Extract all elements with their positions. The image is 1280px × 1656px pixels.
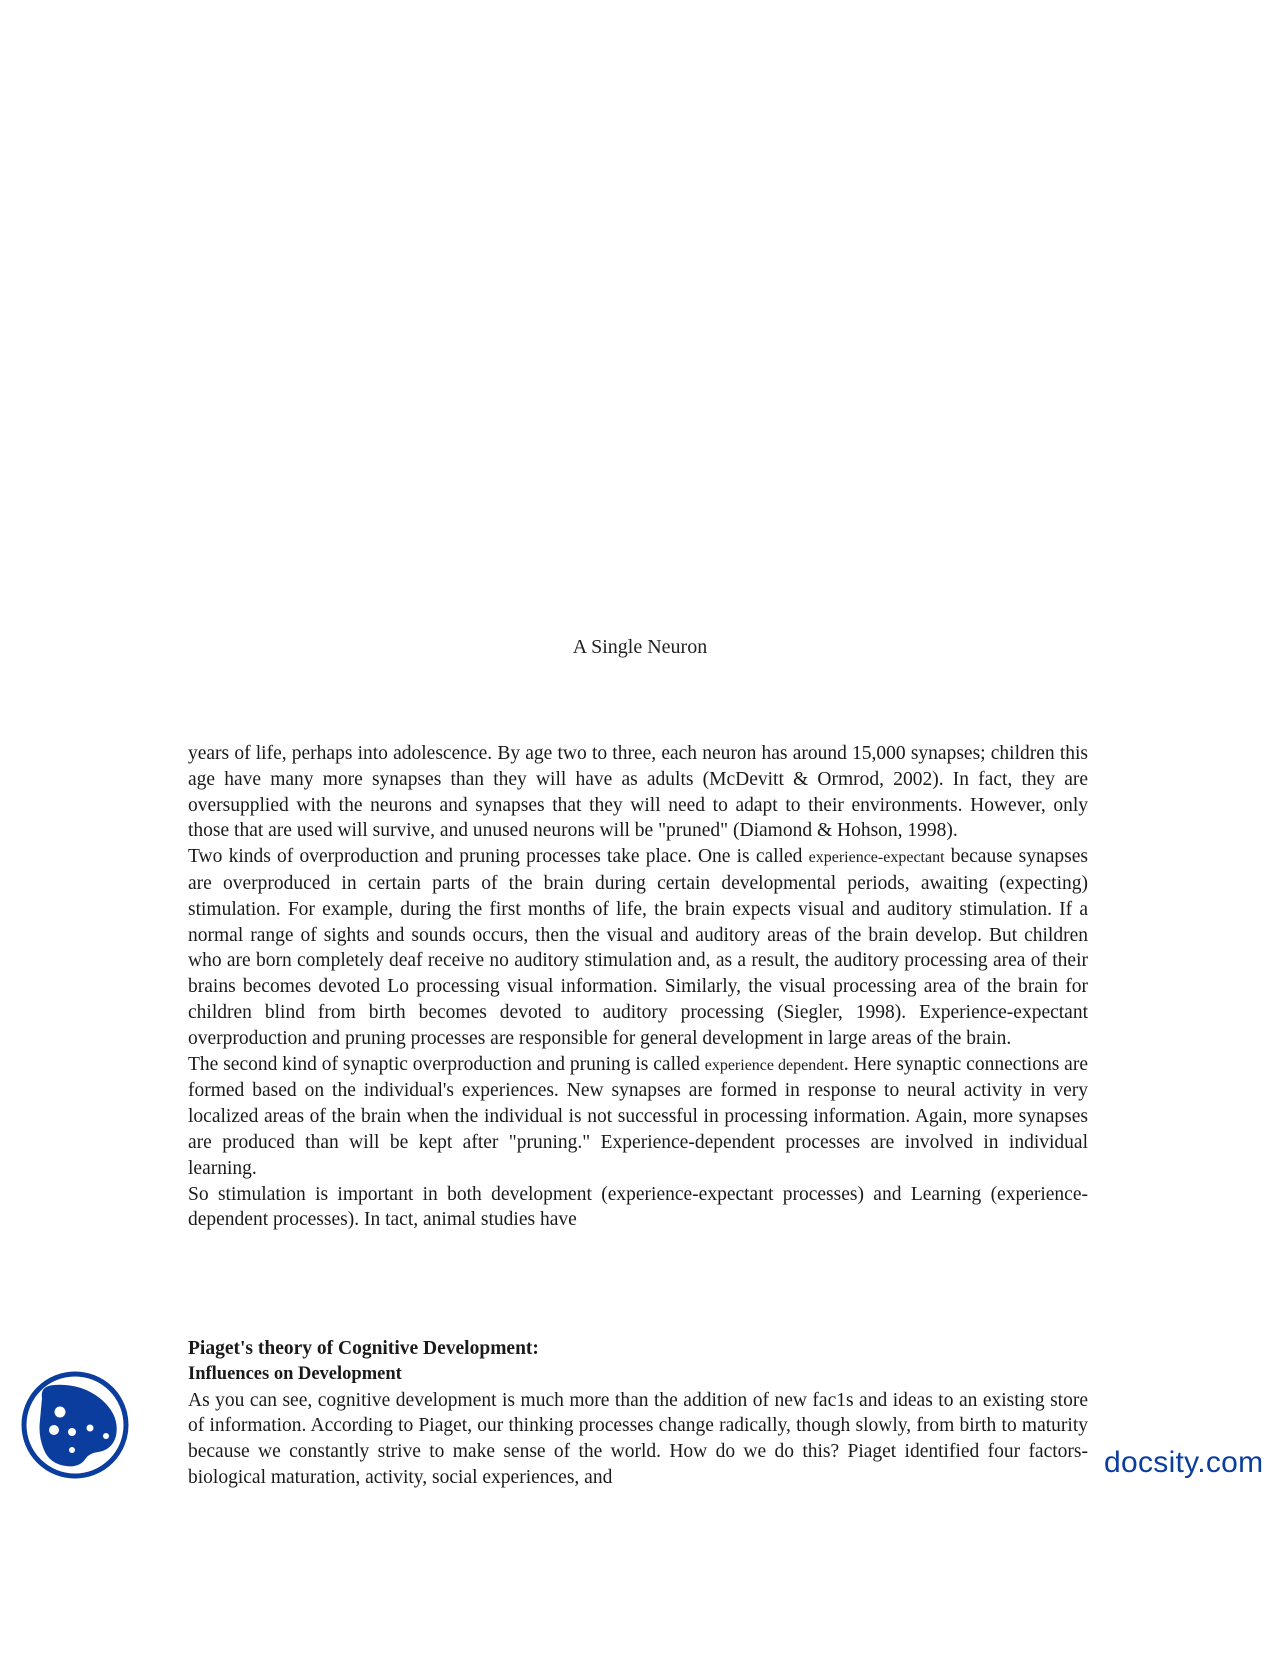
section-heading: Piaget's theory of Cognitive Development: (188, 1338, 539, 1359)
paragraph-3-rest: . Here synaptic connections are formed based on the individual's experiences. New synapses are formed in response to neural activity in very localized areas of the brain when the individual is not successful in processing information. Again, more synapses are produced than will be kept after "pruning." Experience-dependent processes are involved in individual learning. (188, 1053, 1088, 1179)
section-paragraph: As you can see, cognitive development is much more than the addition of new fac1s and ideas to an existing store of information. According to Piaget, our thinking processes change radically, though slowly, from birth to maturity because we constantly strive to make sense of the world. How do we do this? Piaget identified four factors-biological maturation, activity, social experiences, and (188, 1389, 1088, 1488)
paragraph-2 (188, 844, 1088, 1051)
paragraph-2-rest: because synapses are overproduced in certain parts of the brain during certain developmental periods, awaiting (expecting) stimulation. For example, during the first months of life, the brain expects visual and auditory stimulation. If a normal range of sights and sounds occurs, then the visual and auditory areas of the brain develop. But children who are born completely deaf receive no auditory stimulation and, as a result, the auditory processing area of their brains becomes devoted Lo processing visual information. Similarly, the visual processing area of the brain for children blind from birth becomes devoted to auditory processing (Siegler, 1998). Experience-expectant overproduction and pruning processes are responsible for general development in large areas of the brain. (188, 846, 1088, 1049)
section-subheading: Influences on Development (188, 1363, 402, 1384)
paragraph-4: So stimulation is important in both development (experience-expectant processes) and Learning (experience-dependent processes). In tact, animal studies have (188, 1183, 1088, 1231)
piaget-section (188, 1336, 1088, 1491)
body-text (188, 741, 1088, 1233)
paragraph-3 (188, 1052, 1088, 1182)
figure-caption: A Single Neuron (572, 636, 708, 658)
term-experience-expectant: experience-expectant (808, 849, 945, 867)
term-experience-dependent: experience dependent (704, 1056, 844, 1074)
paragraph-3-intro: The second kind of synaptic overproduction and pruning is called (188, 1053, 705, 1075)
docsity-brand-link[interactable]: docsity.com (1104, 1446, 1264, 1479)
paragraph-1: years of life, perhaps into adolescence. By age two to three, each neuron has around 15,000 synapses; children this age have many more synapses than they will have as adults (McDevitt & Ormrod, 2002). In fact, they are oversupplied with the neurons and synapses that they will need to adapt to their environments. However, only those that are used will survive, and unused neurons will be "pruned" (Diamond & Hohson, 1998). (188, 743, 1088, 842)
paragraph-2-intro: Two kinds of overproduction and pruning processes take place. One is called (188, 846, 809, 868)
docsity-logo-icon[interactable] (20, 1370, 130, 1480)
